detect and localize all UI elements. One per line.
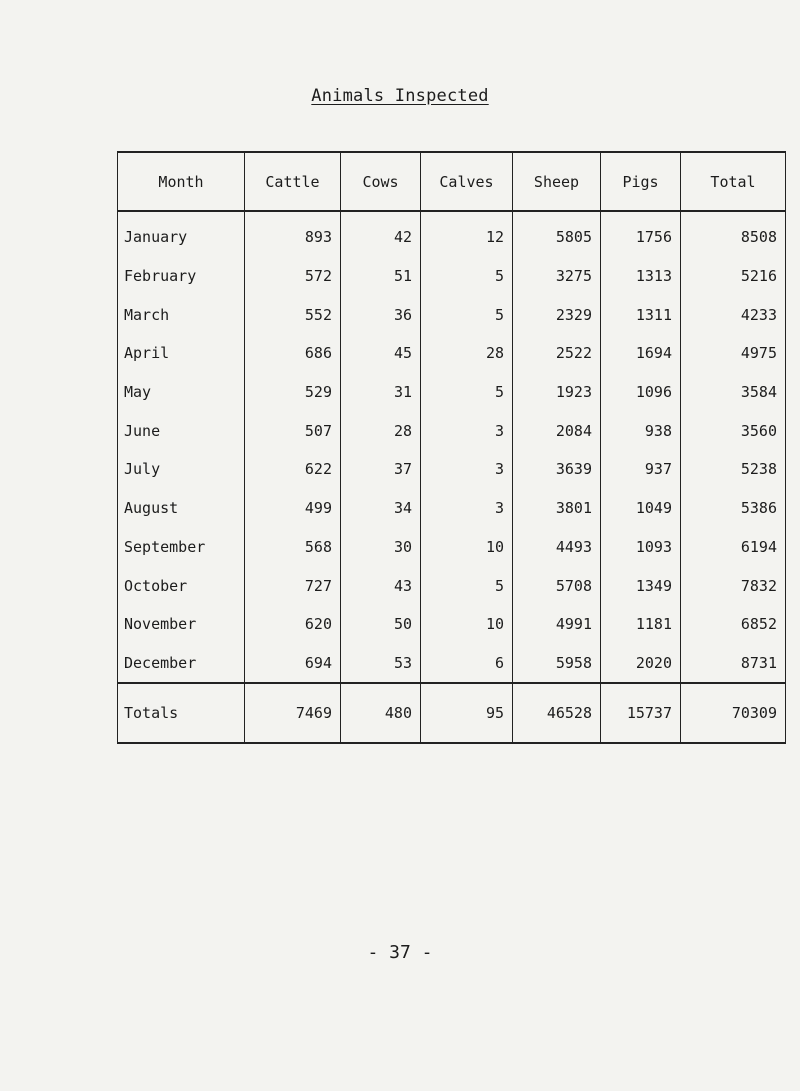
- cell-cows: 45: [341, 334, 421, 373]
- totals-label: Totals: [118, 683, 245, 743]
- cell-calves: 28: [421, 334, 513, 373]
- cell-total: 8731: [681, 644, 786, 684]
- table-row: [118, 257, 786, 296]
- column-header-cows: Cows: [341, 152, 421, 211]
- cell-calves: 10: [421, 528, 513, 567]
- cell-pigs: 1756: [601, 211, 681, 257]
- cell-cattle: 499: [245, 489, 341, 528]
- totals-calves: 95: [421, 683, 513, 743]
- cell-pigs: 2020: [601, 644, 681, 684]
- cell-month: April: [118, 334, 245, 373]
- table-footer: [118, 683, 786, 743]
- cell-calves: 3: [421, 450, 513, 489]
- cell-sheep: 1923: [513, 373, 601, 412]
- column-header-sheep: Sheep: [513, 152, 601, 211]
- cell-cows: 51: [341, 257, 421, 296]
- table-row: [118, 605, 786, 644]
- cell-calves: 5: [421, 373, 513, 412]
- cell-cows: 50: [341, 605, 421, 644]
- cell-calves: 5: [421, 257, 513, 296]
- table-body: [118, 211, 786, 683]
- cell-month: December: [118, 644, 245, 684]
- cell-calves: 3: [421, 411, 513, 450]
- cell-pigs: 1313: [601, 257, 681, 296]
- header-row: [118, 152, 786, 211]
- cell-cattle: 694: [245, 644, 341, 684]
- cell-cows: 34: [341, 489, 421, 528]
- table-row: [118, 489, 786, 528]
- table-row: [118, 411, 786, 450]
- page-number: - 37 -: [367, 942, 433, 963]
- cell-sheep: 2522: [513, 334, 601, 373]
- cell-cattle: 686: [245, 334, 341, 373]
- cell-month: November: [118, 605, 245, 644]
- cell-month: August: [118, 489, 245, 528]
- cell-cattle: 507: [245, 411, 341, 450]
- cell-total: 4975: [681, 334, 786, 373]
- table-row: [118, 644, 786, 684]
- table-header: [118, 152, 786, 211]
- cell-calves: 5: [421, 566, 513, 605]
- cell-cattle: 572: [245, 257, 341, 296]
- table-row: [118, 528, 786, 567]
- cell-cattle: 893: [245, 211, 341, 257]
- table-row: [118, 211, 786, 257]
- cell-total: 4233: [681, 295, 786, 334]
- animals-inspected-table: [117, 151, 786, 744]
- page-title: Animals Inspected: [311, 86, 489, 106]
- cell-cattle: 529: [245, 373, 341, 412]
- table-row: [118, 450, 786, 489]
- table-row: [118, 566, 786, 605]
- cell-cows: 37: [341, 450, 421, 489]
- cell-cattle: 568: [245, 528, 341, 567]
- cell-pigs: 1049: [601, 489, 681, 528]
- cell-month: October: [118, 566, 245, 605]
- totals-sheep: 46528: [513, 683, 601, 743]
- cell-total: 3560: [681, 411, 786, 450]
- column-header-pigs: Pigs: [601, 152, 681, 211]
- cell-month: July: [118, 450, 245, 489]
- cell-sheep: 4493: [513, 528, 601, 567]
- cell-total: 6852: [681, 605, 786, 644]
- cell-sheep: 3639: [513, 450, 601, 489]
- table-row: [118, 295, 786, 334]
- cell-calves: 6: [421, 644, 513, 684]
- cell-calves: 10: [421, 605, 513, 644]
- cell-sheep: 5958: [513, 644, 601, 684]
- cell-calves: 3: [421, 489, 513, 528]
- cell-month: January: [118, 211, 245, 257]
- cell-month: June: [118, 411, 245, 450]
- cell-cattle: 727: [245, 566, 341, 605]
- cell-calves: 5: [421, 295, 513, 334]
- cell-pigs: 937: [601, 450, 681, 489]
- cell-total: 6194: [681, 528, 786, 567]
- cell-cows: 53: [341, 644, 421, 684]
- cell-sheep: 5805: [513, 211, 601, 257]
- table-row: [118, 334, 786, 373]
- cell-cattle: 620: [245, 605, 341, 644]
- totals-cattle: 7469: [245, 683, 341, 743]
- cell-sheep: 2084: [513, 411, 601, 450]
- cell-pigs: 1093: [601, 528, 681, 567]
- cell-pigs: 1311: [601, 295, 681, 334]
- cell-sheep: 2329: [513, 295, 601, 334]
- cell-sheep: 5708: [513, 566, 601, 605]
- column-header-cattle: Cattle: [245, 152, 341, 211]
- table-row: [118, 373, 786, 412]
- totals-total: 70309: [681, 683, 786, 743]
- column-header-calves: Calves: [421, 152, 513, 211]
- totals-row: [118, 683, 786, 743]
- cell-total: 8508: [681, 211, 786, 257]
- cell-total: 7832: [681, 566, 786, 605]
- cell-sheep: 3275: [513, 257, 601, 296]
- cell-total: 3584: [681, 373, 786, 412]
- cell-cows: 36: [341, 295, 421, 334]
- cell-pigs: 1694: [601, 334, 681, 373]
- cell-total: 5216: [681, 257, 786, 296]
- cell-cows: 28: [341, 411, 421, 450]
- cell-month: March: [118, 295, 245, 334]
- cell-sheep: 3801: [513, 489, 601, 528]
- totals-pigs: 15737: [601, 683, 681, 743]
- cell-cows: 43: [341, 566, 421, 605]
- cell-pigs: 1349: [601, 566, 681, 605]
- cell-cows: 42: [341, 211, 421, 257]
- cell-month: February: [118, 257, 245, 296]
- cell-cattle: 552: [245, 295, 341, 334]
- cell-cattle: 622: [245, 450, 341, 489]
- cell-total: 5238: [681, 450, 786, 489]
- cell-cows: 31: [341, 373, 421, 412]
- cell-month: September: [118, 528, 245, 567]
- cell-calves: 12: [421, 211, 513, 257]
- cell-cows: 30: [341, 528, 421, 567]
- cell-pigs: 1181: [601, 605, 681, 644]
- cell-month: May: [118, 373, 245, 412]
- column-header-total: Total: [681, 152, 786, 211]
- cell-pigs: 938: [601, 411, 681, 450]
- totals-cows: 480: [341, 683, 421, 743]
- cell-total: 5386: [681, 489, 786, 528]
- column-header-month: Month: [118, 152, 245, 211]
- cell-pigs: 1096: [601, 373, 681, 412]
- cell-sheep: 4991: [513, 605, 601, 644]
